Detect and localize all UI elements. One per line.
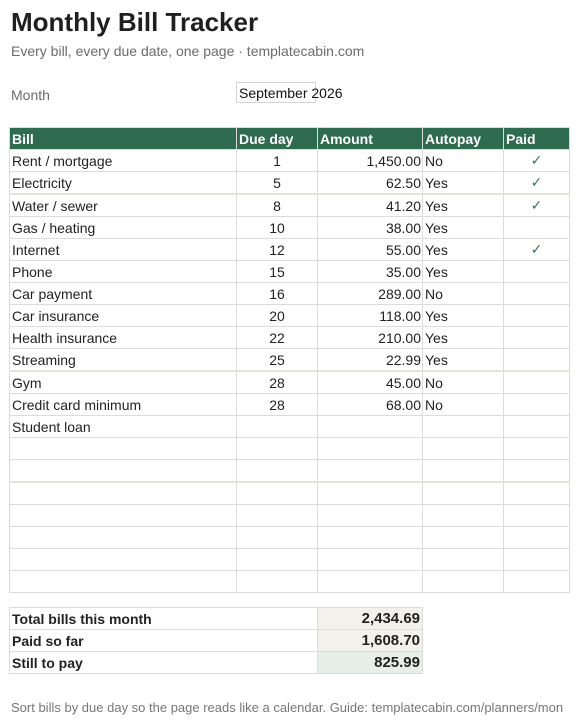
table-row <box>10 549 570 571</box>
paid-cell[interactable] <box>504 283 570 305</box>
amount-cell[interactable]: 289.00 <box>318 283 423 305</box>
check-icon: ✓ <box>530 197 543 213</box>
paid-cell[interactable] <box>504 549 570 571</box>
paid-so-far-row <box>10 630 423 652</box>
amount-cell[interactable] <box>318 549 423 571</box>
paid-cell[interactable] <box>504 261 570 283</box>
table-row <box>10 305 570 327</box>
column-header-paid: Paid <box>504 128 570 150</box>
table-row <box>10 394 570 416</box>
amount-cell[interactable] <box>318 571 423 593</box>
autopay-cell[interactable]: Yes <box>423 172 504 195</box>
amount-cell[interactable]: 35.00 <box>318 261 423 283</box>
bill-cell[interactable] <box>10 571 237 593</box>
bill-cell[interactable] <box>10 549 237 571</box>
autopay-cell[interactable] <box>423 571 504 593</box>
check-icon: ✓ <box>530 241 543 257</box>
due-day-cell[interactable]: 5 <box>237 172 318 195</box>
due-day-cell[interactable]: 16 <box>237 283 318 305</box>
due-day-cell[interactable] <box>237 505 318 527</box>
still-to-pay-row <box>10 652 423 674</box>
paid-cell[interactable] <box>504 349 570 372</box>
autopay-cell[interactable]: Yes <box>423 217 504 239</box>
amount-cell[interactable]: 45.00 <box>318 371 423 394</box>
table-row <box>10 261 570 283</box>
autopay-cell[interactable]: Yes <box>423 349 504 372</box>
table-row <box>10 371 570 394</box>
bill-cell[interactable] <box>10 438 237 460</box>
due-day-cell[interactable]: 8 <box>237 194 318 217</box>
paid-cell[interactable] <box>504 527 570 549</box>
column-header-bill: Bill <box>10 128 237 150</box>
due-day-cell[interactable]: 1 <box>237 150 318 172</box>
amount-cell[interactable]: 62.50 <box>318 172 423 195</box>
table-row <box>10 217 570 239</box>
table-row <box>10 239 570 261</box>
amount-cell[interactable]: 38.00 <box>318 217 423 239</box>
paid-cell[interactable] <box>504 217 570 239</box>
paid-cell[interactable] <box>504 505 570 527</box>
bill-cell[interactable]: Health insurance <box>10 327 237 349</box>
table-row <box>10 460 570 483</box>
paid-so-far-label: Paid so far <box>10 630 318 652</box>
still-to-pay-value[interactable]: 825.99 <box>318 652 423 674</box>
amount-cell[interactable]: 41.20 <box>318 194 423 217</box>
autopay-cell[interactable]: Yes <box>423 305 504 327</box>
bill-cell[interactable] <box>10 527 237 549</box>
page-subtitle: Every bill, every due date, one page · templatecabin.com <box>11 43 365 59</box>
bills-table <box>9 127 570 593</box>
autopay-cell[interactable] <box>423 460 504 483</box>
due-day-cell[interactable] <box>237 549 318 571</box>
amount-cell[interactable]: 118.00 <box>318 305 423 327</box>
bill-cell[interactable]: Rent / mortgage <box>10 150 237 172</box>
autopay-cell[interactable]: Yes <box>423 239 504 261</box>
autopay-cell[interactable] <box>423 505 504 527</box>
paid-so-far-value[interactable]: 1,608.70 <box>318 630 423 652</box>
bill-cell[interactable]: Water / sewer <box>10 194 237 217</box>
autopay-cell[interactable] <box>423 438 504 460</box>
due-day-cell[interactable]: 28 <box>237 371 318 394</box>
table-row <box>10 416 570 438</box>
page-title: Monthly Bill Tracker <box>11 7 259 37</box>
amount-cell[interactable] <box>318 527 423 549</box>
bill-cell[interactable]: Car insurance <box>10 305 237 327</box>
bill-cell[interactable]: Electricity <box>10 172 237 195</box>
amount-cell[interactable]: 55.00 <box>318 239 423 261</box>
amount-cell[interactable]: 1,450.00 <box>318 150 423 172</box>
bill-cell[interactable]: Credit card minimum <box>10 394 237 416</box>
bill-cell[interactable]: Car payment <box>10 283 237 305</box>
due-day-cell[interactable] <box>237 527 318 549</box>
table-row <box>10 283 570 305</box>
table-row <box>10 527 570 549</box>
check-icon: ✓ <box>530 174 543 190</box>
paid-cell[interactable] <box>504 571 570 593</box>
autopay-cell[interactable]: No <box>423 283 504 305</box>
table-row <box>10 150 570 172</box>
paid-cell[interactable] <box>504 172 570 195</box>
column-header-amount: Amount <box>318 128 423 150</box>
autopay-cell[interactable]: Yes <box>423 261 504 283</box>
bill-cell[interactable]: Internet <box>10 239 237 261</box>
amount-cell[interactable] <box>318 438 423 460</box>
autopay-cell[interactable] <box>423 482 504 505</box>
bill-cell[interactable]: Student loan <box>10 416 237 438</box>
due-day-cell[interactable] <box>237 571 318 593</box>
autopay-cell[interactable]: Yes <box>423 194 504 217</box>
paid-cell[interactable] <box>504 460 570 483</box>
due-day-cell[interactable]: 10 <box>237 217 318 239</box>
bill-cell[interactable]: Gas / heating <box>10 217 237 239</box>
autopay-cell[interactable]: No <box>423 150 504 172</box>
paid-cell[interactable] <box>504 482 570 505</box>
table-row <box>10 349 570 372</box>
paid-cell[interactable] <box>504 239 570 261</box>
bill-cell[interactable] <box>10 482 237 505</box>
month-field[interactable]: September 2026 <box>236 82 316 103</box>
due-day-cell[interactable]: 15 <box>237 261 318 283</box>
due-day-cell[interactable]: 20 <box>237 305 318 327</box>
due-day-cell[interactable]: 25 <box>237 349 318 372</box>
autopay-cell[interactable]: Yes <box>423 327 504 349</box>
amount-cell[interactable]: 68.00 <box>318 394 423 416</box>
due-day-cell[interactable] <box>237 482 318 505</box>
amount-cell[interactable] <box>318 482 423 505</box>
table-row <box>10 194 570 217</box>
paid-cell[interactable] <box>504 305 570 327</box>
due-day-cell[interactable] <box>237 438 318 460</box>
table-row <box>10 482 570 505</box>
amount-cell[interactable] <box>318 460 423 483</box>
bill-cell[interactable]: Streaming <box>10 349 237 372</box>
paid-cell[interactable] <box>504 438 570 460</box>
autopay-cell[interactable]: No <box>423 371 504 394</box>
table-row <box>10 571 570 593</box>
amount-cell[interactable] <box>318 416 423 438</box>
table-row <box>10 438 570 460</box>
autopay-cell[interactable] <box>423 549 504 571</box>
totals-table <box>9 607 423 674</box>
bill-cell[interactable] <box>10 505 237 527</box>
amount-cell[interactable]: 22.99 <box>318 349 423 372</box>
total-bills-value[interactable]: 2,434.69 <box>318 608 423 630</box>
bills-header-row <box>10 128 570 150</box>
still-to-pay-label: Still to pay <box>10 652 318 674</box>
paid-cell[interactable] <box>504 194 570 217</box>
amount-cell[interactable]: 210.00 <box>318 327 423 349</box>
due-day-cell[interactable]: 22 <box>237 327 318 349</box>
bill-cell[interactable]: Phone <box>10 261 237 283</box>
table-row <box>10 505 570 527</box>
total-bills-row <box>10 608 423 630</box>
paid-cell[interactable] <box>504 371 570 394</box>
bill-cell[interactable]: Gym <box>10 371 237 394</box>
autopay-cell[interactable]: No <box>423 394 504 416</box>
amount-cell[interactable] <box>318 505 423 527</box>
paid-cell[interactable] <box>504 394 570 416</box>
due-day-cell[interactable]: 12 <box>237 239 318 261</box>
due-day-cell[interactable] <box>237 416 318 438</box>
table-row <box>10 172 570 195</box>
total-bills-label: Total bills this month <box>10 608 318 630</box>
column-header-autopay: Autopay <box>423 128 504 150</box>
month-label: Month <box>11 87 50 103</box>
due-day-cell[interactable]: 28 <box>237 394 318 416</box>
due-day-cell[interactable] <box>237 460 318 483</box>
autopay-cell[interactable] <box>423 416 504 438</box>
check-icon: ✓ <box>530 152 543 168</box>
column-header-due-day: Due day <box>237 128 318 150</box>
bill-cell[interactable] <box>10 460 237 483</box>
footer-note: Sort bills by due day so the page reads like a calendar. Guide: templatecabin.com/planners/mon <box>11 700 564 715</box>
paid-cell[interactable] <box>504 327 570 349</box>
paid-cell[interactable] <box>504 150 570 172</box>
table-row <box>10 327 570 349</box>
paid-cell[interactable] <box>504 416 570 438</box>
autopay-cell[interactable] <box>423 527 504 549</box>
